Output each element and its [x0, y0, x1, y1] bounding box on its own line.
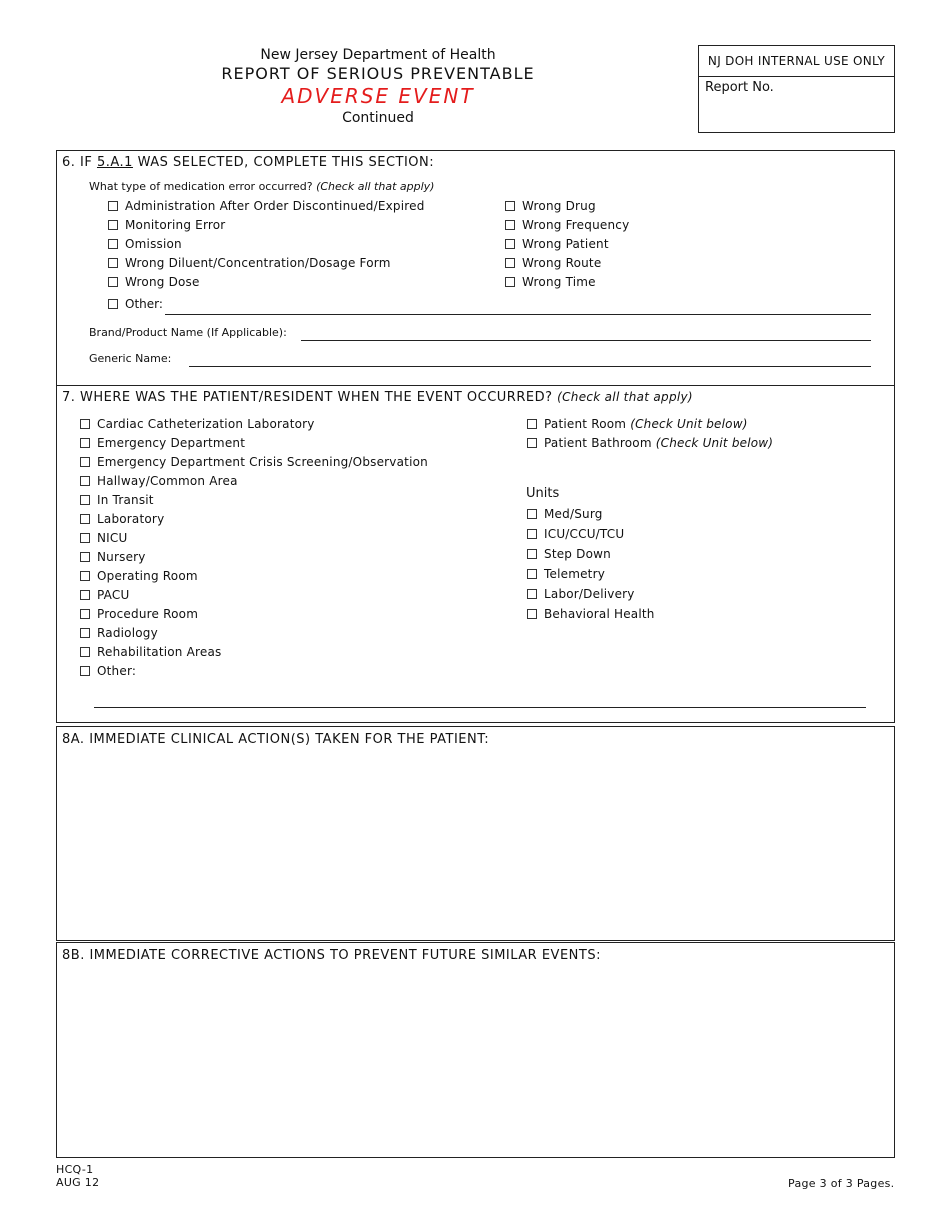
- medication-error-option-administration-after-order-discontinued-expired[interactable]: [108, 196, 425, 215]
- medication-error-option-label: Administration After Order Discontinued/Expired: [125, 198, 425, 213]
- form-subtitle: ADVERSE EVENT: [281, 84, 475, 108]
- room-checkbox[interactable]: [527, 419, 537, 429]
- section-5a1-reference: 5.A.1: [96, 155, 133, 170]
- location-checkbox[interactable]: [80, 514, 90, 524]
- room-option-label: Patient Bathroom (Check Unit below): [544, 435, 774, 450]
- medication-error-checkbox[interactable]: [108, 201, 118, 211]
- medication-error-option-label: Wrong Diluent/Concentration/Dosage Form: [125, 255, 391, 270]
- location-option-label: In Transit: [97, 492, 154, 507]
- location-option-radiology[interactable]: [80, 623, 428, 642]
- report-number-label: Report No.: [705, 80, 774, 95]
- location-checkbox[interactable]: [80, 495, 90, 505]
- room-options: [527, 414, 773, 452]
- medication-error-checkbox[interactable]: [505, 220, 515, 230]
- unit-checkbox[interactable]: [527, 609, 537, 619]
- unit-option-label: Labor/Delivery: [544, 587, 635, 601]
- medication-error-question: What type of medication error occurred? (Check all that apply): [89, 180, 435, 193]
- unit-option-behavioral-health[interactable]: [527, 604, 655, 624]
- location-option-label: Emergency Department: [97, 435, 246, 450]
- unit-option-label: Med/Surg: [544, 507, 603, 521]
- location-checkbox[interactable]: [80, 590, 90, 600]
- unit-option-step-down[interactable]: [527, 544, 655, 564]
- section-8a-clinical-actions: [56, 726, 895, 941]
- location-option-label: Radiology: [97, 625, 158, 640]
- unit-options: [527, 504, 655, 624]
- continued-label: Continued: [342, 110, 414, 126]
- location-option-procedure-room[interactable]: [80, 604, 428, 623]
- section-6-medication-error: [56, 150, 895, 386]
- unit-option-labor-delivery[interactable]: [527, 584, 655, 604]
- unit-checkbox[interactable]: [527, 509, 537, 519]
- unit-checkbox[interactable]: [527, 589, 537, 599]
- medication-error-option-label: Wrong Route: [522, 255, 602, 270]
- medication-error-option-wrong-time[interactable]: [505, 272, 629, 291]
- unit-option-icu-ccu-tcu[interactable]: [527, 524, 655, 544]
- location-option-emergency-department[interactable]: [80, 433, 428, 452]
- unit-checkbox[interactable]: [527, 549, 537, 559]
- medication-error-option-wrong-patient[interactable]: [505, 234, 629, 253]
- location-option-rehabilitation-areas[interactable]: [80, 642, 428, 661]
- location-other-input[interactable]: [94, 707, 866, 708]
- section-8b-corrective-actions: [56, 942, 895, 1158]
- form-id-footer: [56, 1163, 99, 1189]
- location-checkbox[interactable]: [80, 533, 90, 543]
- corrective-actions-textarea[interactable]: [57, 971, 894, 1157]
- location-option-hallway-common-area[interactable]: [80, 471, 428, 490]
- medication-error-option-wrong-dose[interactable]: [108, 272, 425, 291]
- location-option-label: Nursery: [97, 549, 146, 564]
- medication-error-checkbox[interactable]: [108, 258, 118, 268]
- medication-other-option: Other:: [108, 297, 163, 311]
- location-option-nicu[interactable]: [80, 528, 428, 547]
- brand-name-label: Brand/Product Name (If Applicable):: [89, 326, 287, 339]
- location-checkbox[interactable]: [80, 571, 90, 581]
- location-option-emergency-department-crisis-screening-observation[interactable]: [80, 452, 428, 471]
- medication-error-option-monitoring-error[interactable]: [108, 215, 425, 234]
- location-option-laboratory[interactable]: [80, 509, 428, 528]
- medication-error-checkbox[interactable]: [108, 277, 118, 287]
- location-option-label: Rehabilitation Areas: [97, 644, 222, 659]
- location-option-label: NICU: [97, 530, 128, 545]
- room-checkbox[interactable]: [527, 438, 537, 448]
- section-8a-title: 8A. IMMEDIATE CLINICAL ACTION(S) TAKEN FOR THE PATIENT:: [62, 732, 490, 747]
- medication-other-checkbox[interactable]: [108, 299, 118, 309]
- location-option-label: Laboratory: [97, 511, 165, 526]
- section-6-title: 6. IF 5.A.1 WAS SELECTED, COMPLETE THIS SECTION:: [62, 155, 435, 170]
- location-checkbox[interactable]: [80, 457, 90, 467]
- medication-error-option-wrong-route[interactable]: [505, 253, 629, 272]
- medication-error-option-label: Wrong Drug: [522, 198, 596, 213]
- location-checkbox[interactable]: [80, 666, 90, 676]
- generic-name-input[interactable]: [189, 366, 871, 367]
- medication-error-option-label: Omission: [125, 236, 182, 251]
- medication-error-options-left: [108, 196, 425, 291]
- internal-use-box: [698, 45, 895, 133]
- room-option-label: Patient Room (Check Unit below): [544, 416, 748, 431]
- medication-error-checkbox[interactable]: [505, 239, 515, 249]
- location-checkbox[interactable]: [80, 552, 90, 562]
- medication-error-checkbox[interactable]: [108, 220, 118, 230]
- location-checkbox[interactable]: [80, 476, 90, 486]
- location-option-label: Cardiac Catheterization Laboratory: [97, 416, 315, 431]
- room-option-patient-room[interactable]: [527, 414, 773, 433]
- location-option-operating-room[interactable]: [80, 566, 428, 585]
- location-option-nursery[interactable]: [80, 547, 428, 566]
- clinical-actions-textarea[interactable]: [57, 755, 894, 940]
- location-option-label: Other:: [97, 663, 137, 678]
- medication-error-option-wrong-drug[interactable]: [505, 196, 629, 215]
- form-header: [200, 46, 556, 128]
- location-checkbox[interactable]: [80, 609, 90, 619]
- medication-error-option-omission[interactable]: [108, 234, 425, 253]
- section-7-title: 7. WHERE WAS THE PATIENT/RESIDENT WHEN THE EVENT OCCURRED? (Check all that apply): [62, 390, 693, 405]
- location-option-pacu[interactable]: [80, 585, 428, 604]
- unit-checkbox[interactable]: [527, 529, 537, 539]
- section-8b-title: 8B. IMMEDIATE CORRECTIVE ACTIONS TO PREVENT FUTURE SIMILAR EVENTS:: [62, 948, 601, 963]
- medication-error-checkbox[interactable]: [505, 258, 515, 268]
- unit-option-telemetry[interactable]: [527, 564, 655, 584]
- form-date: AUG 12: [56, 1176, 100, 1189]
- location-option-label: PACU: [97, 587, 130, 602]
- unit-option-label: Telemetry: [544, 567, 606, 581]
- form-title: REPORT OF SERIOUS PREVENTABLE: [221, 64, 535, 83]
- location-checkbox[interactable]: [80, 628, 90, 638]
- internal-use-heading: NJ DOH INTERNAL USE ONLY: [699, 46, 894, 77]
- generic-name-label: Generic Name:: [89, 352, 172, 365]
- location-checkbox[interactable]: [80, 647, 90, 657]
- location-option-label: Procedure Room: [97, 606, 199, 621]
- medication-error-option-label: Wrong Patient: [522, 236, 609, 251]
- medication-other-input[interactable]: [165, 314, 871, 315]
- location-checkbox[interactable]: [80, 438, 90, 448]
- page-number: Page 3 of 3 Pages.: [788, 1177, 895, 1190]
- room-option-patient-bathroom[interactable]: [527, 433, 773, 452]
- medication-error-options-right: [505, 196, 629, 291]
- medication-error-option-label: Wrong Time: [522, 274, 596, 289]
- medication-error-option-label: Monitoring Error: [125, 217, 226, 232]
- agency-name: New Jersey Department of Health: [260, 47, 496, 63]
- medication-error-option-label: Wrong Frequency: [522, 217, 630, 232]
- location-checkbox[interactable]: [80, 419, 90, 429]
- medication-error-checkbox[interactable]: [108, 239, 118, 249]
- medication-error-checkbox[interactable]: [505, 277, 515, 287]
- unit-option-label: Behavioral Health: [544, 607, 655, 621]
- unit-option-label: Step Down: [544, 547, 611, 561]
- section-7-location: [56, 385, 895, 723]
- medication-error-option-wrong-diluent-concentration-dosage-form[interactable]: [108, 253, 425, 272]
- location-option-label: Emergency Department Crisis Screening/Observation: [97, 454, 428, 469]
- location-option-label: Hallway/Common Area: [97, 473, 238, 488]
- location-options-left: [80, 414, 428, 680]
- unit-option-label: ICU/CCU/TCU: [544, 527, 625, 541]
- form-id: HCQ-1: [56, 1163, 94, 1176]
- location-option-other[interactable]: [80, 661, 428, 680]
- location-option-cardiac-catheterization-laboratory[interactable]: [80, 414, 428, 433]
- unit-option-med-surg[interactable]: [527, 504, 655, 524]
- units-heading: Units: [526, 486, 560, 501]
- location-option-in-transit[interactable]: [80, 490, 428, 509]
- location-option-label: Operating Room: [97, 568, 198, 583]
- medication-error-checkbox[interactable]: [505, 201, 515, 211]
- unit-checkbox[interactable]: [527, 569, 537, 579]
- brand-name-input[interactable]: [301, 340, 871, 341]
- medication-error-option-label: Wrong Dose: [125, 274, 200, 289]
- medication-error-option-wrong-frequency[interactable]: [505, 215, 629, 234]
